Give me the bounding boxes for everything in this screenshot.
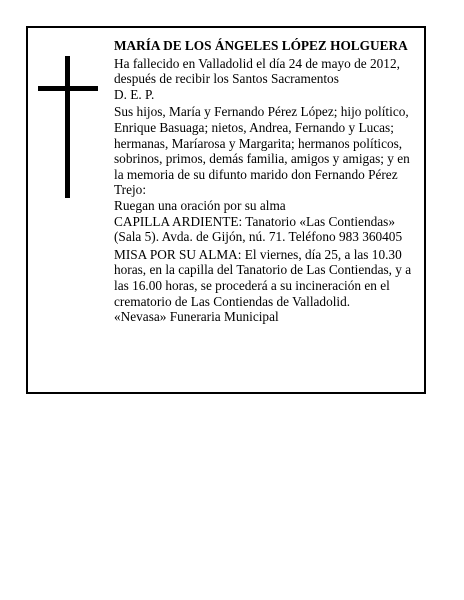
cross-icon xyxy=(38,56,98,198)
mass-info: MISA POR SU ALMA: El viernes, día 25, a las 10.30 horas, en la capilla del Tanatorio de Las Contiendas, y a las 16.00 horas, se procederá a su incineración en el crematorio de Las Contiendas de Valladolid. xyxy=(114,246,412,309)
rip-text: D. E. P. xyxy=(114,86,155,102)
family-list: Sus hijos, María y Fernando Pérez López; hijo político, Enrique Basuaga; nietos, Andrea, Fernando y Lucas; hermanas, Maríarosa y Margarita; hermanos políticos, sobrinos, primos, demás familia, amigos y amigas; y en la memoria de su difunto marido don Fernando Pérez Trejo: xyxy=(114,104,410,198)
prayer-request: Ruegan una oración por su alma xyxy=(114,197,286,213)
notice-text xyxy=(114,38,422,325)
funeral-home: «Nevasa» Funeraria Municipal xyxy=(114,309,279,325)
cross-vertical-bar xyxy=(65,56,70,198)
deceased-name: MARÍA DE LOS ÁNGELES LÓPEZ HOLGUERA xyxy=(114,38,408,53)
chapel-info: CAPILLA ARDIENTE: Tanatorio «Las Contiendas» (Sala 5). Avda. de Gijón, nú. 71. Teléfono 983 360405 xyxy=(114,213,403,245)
death-announcement: Ha fallecido en Valladolid el día 24 de mayo de 2012, después de recibir los Santos Sacramentos xyxy=(114,55,400,87)
obituary-notice xyxy=(26,26,426,394)
cross-horizontal-bar xyxy=(38,86,98,91)
